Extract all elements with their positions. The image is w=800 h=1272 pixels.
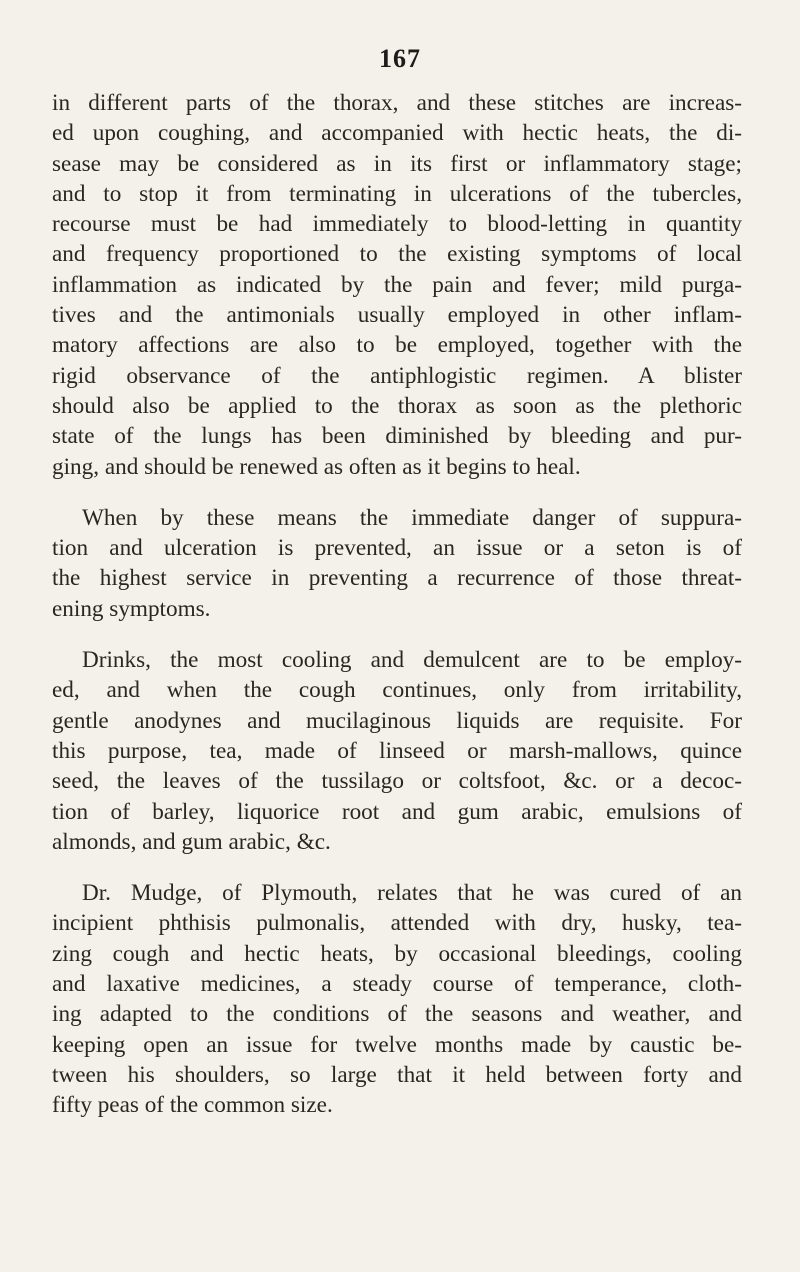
page-number: 167	[379, 44, 421, 73]
text-line: matory affections are also to be employed, together with the	[52, 332, 742, 359]
paragraph-thorax-stitches	[52, 88, 742, 482]
text-line: ed upon coughing, and accompanied with hectic heats, the di-	[52, 120, 742, 147]
paragraph-drinks	[52, 645, 742, 857]
paragraph-suppuration	[52, 503, 742, 624]
text-line: recourse must be had immediately to blood-letting in quantity	[52, 211, 742, 238]
text-line: ging, and should be renewed as often as it begins to heal.	[52, 453, 581, 480]
text-line: fifty peas of the common size.	[52, 1092, 333, 1119]
text-line: Dr. Mudge, of Plymouth, relates that he was cured of an	[82, 880, 742, 907]
text-line: When by these means the immediate danger of suppura-	[82, 504, 742, 531]
text-line: tives and the antimonials usually employed in other inflam-	[52, 302, 742, 329]
text-line: ing adapted to the conditions of the seasons and weather, and	[52, 1001, 742, 1028]
paragraph-dr-mudge	[52, 878, 742, 1120]
text-line: rigid observance of the antiphlogistic regimen. A blister	[52, 362, 742, 389]
text-line: almonds, and gum arabic, &c.	[52, 828, 331, 855]
text-line: the highest service in preventing a recurrence of those threat-	[52, 565, 742, 592]
text-line: and frequency proportioned to the existing symptoms of local	[52, 241, 742, 268]
text-line: inflammation as indicated by the pain and fever; mild purga-	[52, 271, 742, 298]
text-line: gentle anodynes and mucilaginous liquids are requisite. For	[52, 707, 742, 734]
text-line: seed, the leaves of the tussilago or coltsfoot, &c. or a decoc-	[52, 768, 742, 795]
text-line: Drinks, the most cooling and demulcent are to be employ-	[82, 647, 742, 674]
text-line: incipient phthisis pulmonalis, attended with dry, husky, tea-	[52, 910, 742, 937]
text-line: and to stop it from terminating in ulcerations of the tubercles,	[52, 180, 742, 207]
text-line: sease may be considered as in its first or inflammatory stage;	[52, 150, 742, 177]
text-line: should also be applied to the thorax as soon as the plethoric	[52, 392, 742, 419]
text-line: in different parts of the thorax, and these stitches are increas-	[52, 90, 742, 116]
text-line: this purpose, tea, made of linseed or marsh-mallows, quince	[52, 737, 742, 764]
text-line: ed, and when the cough continues, only from irritability,	[52, 677, 742, 704]
text-line: tween his shoulders, so large that it held between forty and	[52, 1061, 742, 1088]
text-line: and laxative medicines, a steady course of temperance, cloth-	[52, 971, 742, 998]
text-line: zing cough and hectic heats, by occasional bleedings, cooling	[52, 940, 742, 967]
text-line: tion and ulceration is prevented, an issue or a seton is of	[52, 535, 742, 562]
text-line: keeping open an issue for twelve months made by caustic be-	[52, 1031, 742, 1058]
text-line: ening symptoms.	[52, 595, 211, 622]
body-text	[52, 88, 742, 1121]
text-line: tion of barley, liquorice root and gum arabic, emulsions of	[52, 798, 742, 825]
text-line: state of the lungs has been diminished by bleeding and pur-	[52, 423, 742, 450]
